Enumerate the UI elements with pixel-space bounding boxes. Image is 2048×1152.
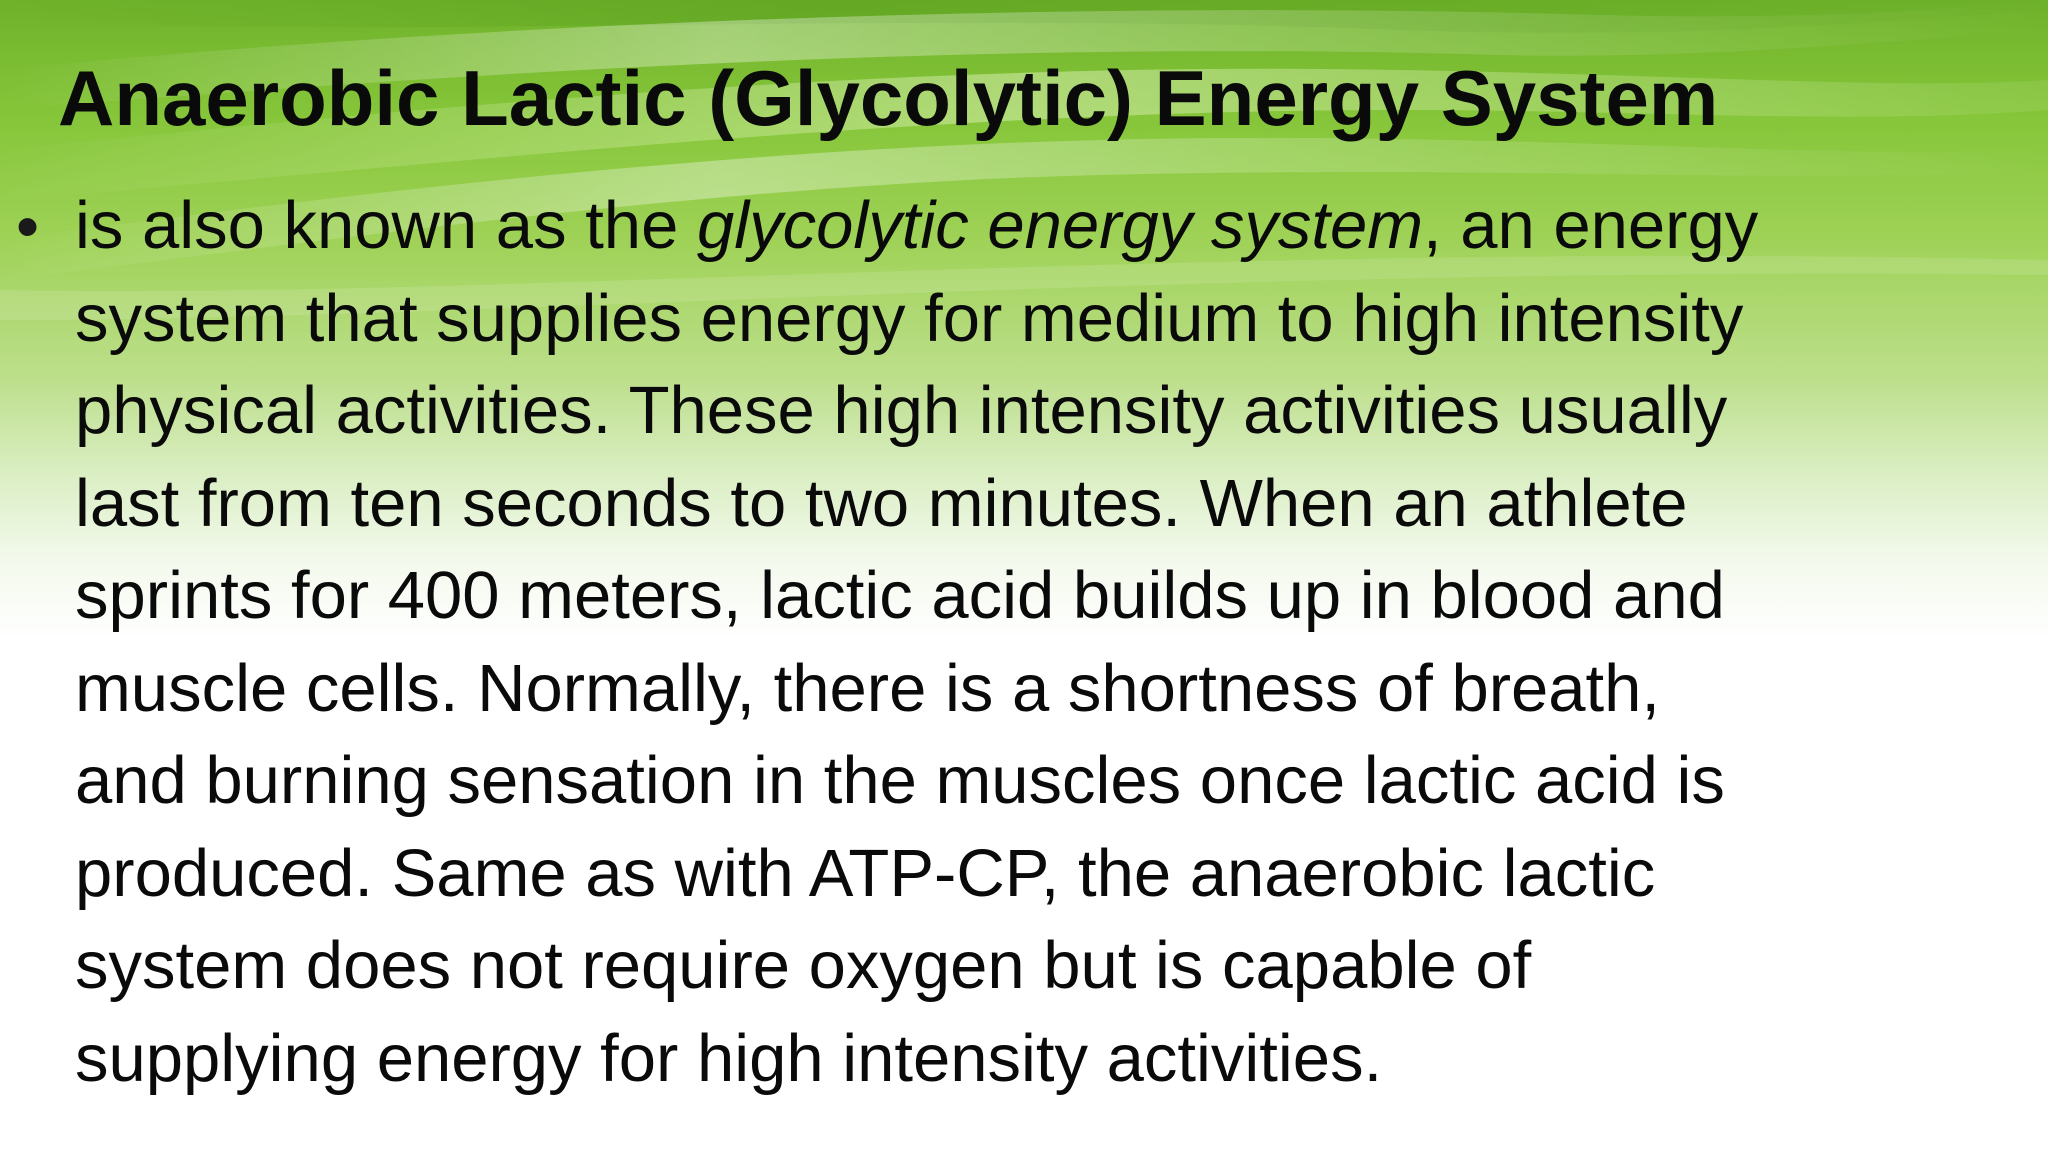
text-line: last from ten seconds to two minutes. When an athlete: [75, 465, 1688, 541]
text-line: system does not require oxygen but is capable of: [75, 928, 1532, 1003]
text-intro: is also known as the: [75, 188, 697, 263]
text-line: muscle cells. Normally, there is a shortness of breath,: [75, 650, 1661, 726]
bullet-icon: •: [16, 189, 40, 263]
text-line: sprints for 400 meters, lactic acid builds up in blood and: [75, 558, 1725, 633]
emphasized-term: glycolytic energy system: [696, 188, 1424, 263]
text-line: supplying energy for high intensity activities.: [75, 1020, 1383, 1096]
text-line: [75, 180, 2035, 273]
text-line: physical activities. These high intensity activities usually: [75, 373, 1728, 448]
bullet-text: [75, 180, 2035, 1105]
text-line-rest: , an energy: [1423, 188, 1759, 263]
slide-title: Anaerobic Lactic (Glycolytic) Energy System: [58, 54, 1719, 142]
text-line: system that supplies energy for medium to high intensity: [75, 280, 1744, 356]
text-line: produced. Same as with ATP-CP, the anaerobic lactic: [75, 835, 1656, 911]
text-line: and burning sensation in the muscles once lactic acid is: [75, 743, 1725, 818]
